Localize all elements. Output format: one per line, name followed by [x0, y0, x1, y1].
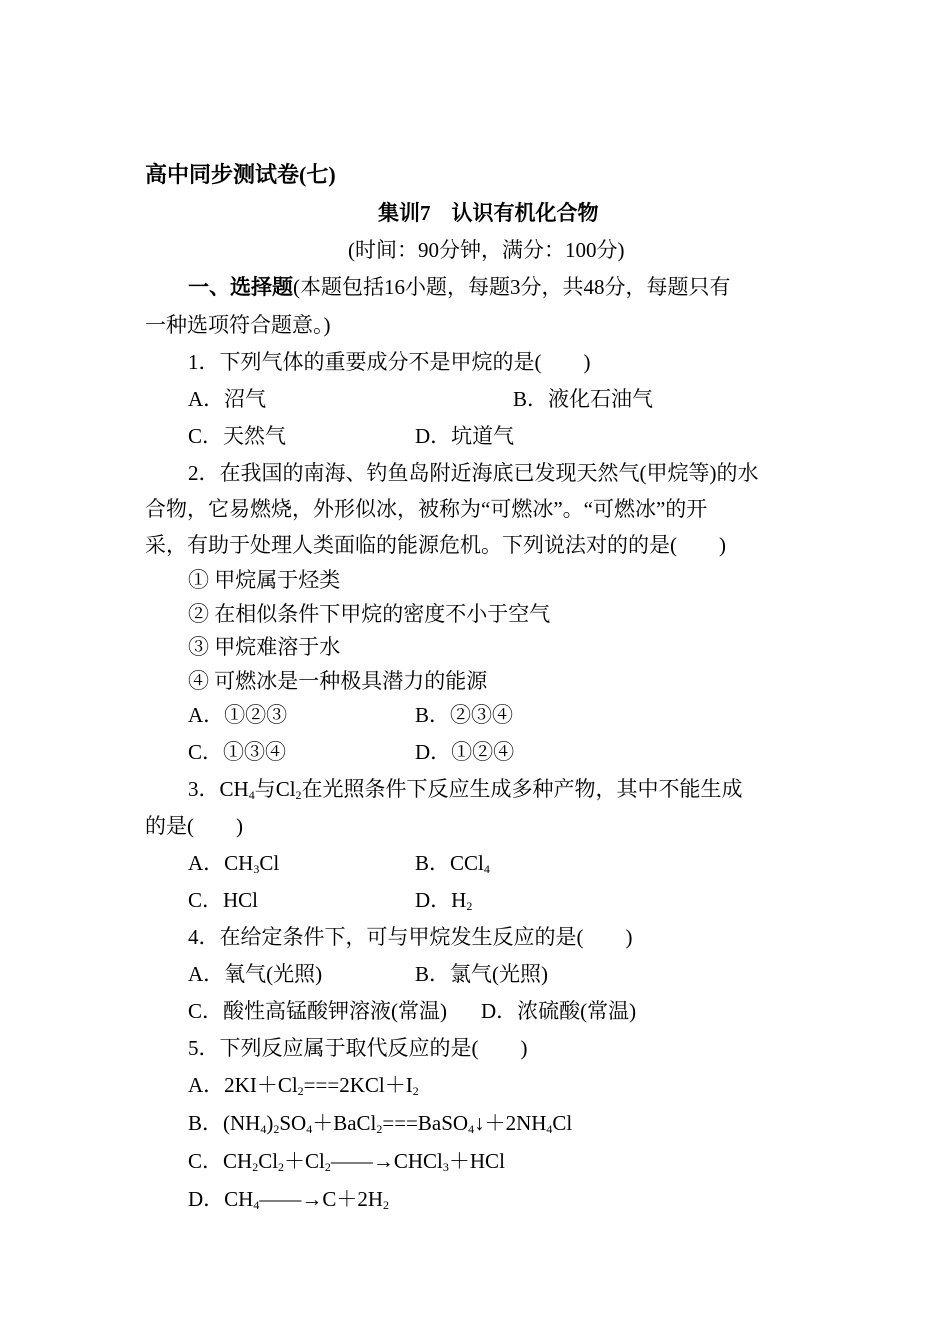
question-text: 与: [254, 777, 276, 801]
subscript: 2: [376, 1122, 383, 1136]
equation-text: ===2KCl＋I: [303, 1073, 413, 1097]
question-2-option-b: B．②③④: [415, 703, 514, 727]
equation-text: B．(NH: [188, 1111, 261, 1135]
equation-text: ＋Cl: [284, 1149, 325, 1173]
question-4-option-a: A．氧气(光照): [188, 962, 323, 986]
question-1-option-d: D．坑道气: [415, 424, 515, 448]
question-4-option-b: B．氯气(光照): [415, 962, 548, 986]
question-5-option-d: [188, 1185, 389, 1213]
subscript: 2: [412, 1084, 419, 1098]
subscript: 2: [295, 788, 302, 802]
section-heading-line: [188, 273, 731, 301]
subscript: 4: [260, 1122, 267, 1136]
formula-text: Cl: [275, 777, 296, 801]
question-2-option-c: C．①③④: [188, 740, 287, 764]
question-3-stem-line1: [188, 775, 743, 803]
question-5-option-c: [188, 1147, 505, 1175]
question-5-option-a: [188, 1071, 419, 1099]
subscript: 2: [252, 1160, 259, 1174]
question-2-statement-2: ② 在相似条件下甲烷的密度不小于空气: [188, 602, 551, 626]
question-1-option-b: B．液化石油气: [513, 387, 654, 411]
formula-text: B．CCl: [415, 851, 484, 875]
formula-text: D．H: [415, 888, 467, 912]
equation-text: D．CH: [188, 1187, 254, 1211]
time-info: (时间：90分钟，满分：100分): [348, 238, 625, 262]
equation-text: CHCl: [393, 1149, 443, 1173]
subscript: 4: [253, 1198, 260, 1212]
subscript: 2: [466, 899, 473, 913]
equation-text: Cl: [552, 1111, 573, 1135]
question-text: 在光照条件下反应生成多种产物，其中不能生成: [301, 777, 743, 801]
formula-text: A．CH: [188, 851, 254, 875]
question-3-option-d: [415, 886, 472, 914]
question-4-option-c: C．酸性高锰酸钾溶液(常温): [188, 999, 447, 1023]
equation-text: C．CH: [188, 1149, 253, 1173]
subscript: 2: [383, 1198, 390, 1212]
question-number: 3．: [188, 777, 220, 801]
exam-subtitle: 集训7 认识有机化合物: [378, 201, 599, 225]
question-3-option-b: [415, 849, 490, 877]
subscript: 4: [248, 788, 255, 802]
equation-text: SO: [279, 1111, 307, 1135]
subscript: 2: [297, 1084, 304, 1098]
subscript: 4: [546, 1122, 553, 1136]
question-3-option-a: [188, 849, 279, 877]
question-4-option-d: D．浓硫酸(常温): [481, 999, 637, 1023]
question-5-stem: 5．下列反应属于取代反应的是( ): [188, 1036, 528, 1060]
formula-text: Cl: [259, 851, 280, 875]
equation-text: Cl: [258, 1149, 279, 1173]
equation-text: ＋BaCl: [312, 1111, 377, 1135]
question-2-option-a: A．①②③: [188, 703, 288, 727]
subscript: 3: [442, 1160, 449, 1174]
subscript: 4: [306, 1122, 313, 1136]
section-description-cont: 一种选项符合题意。): [145, 313, 331, 337]
reaction-arrow: ——→: [330, 1149, 394, 1173]
question-2-statement-1: ① 甲烷属于烃类: [188, 568, 341, 592]
question-3-option-c: C．HCl: [188, 888, 259, 912]
subscript: 4: [468, 1122, 475, 1136]
formula-text: CH: [219, 777, 249, 801]
equation-text: ===BaSO: [382, 1111, 469, 1135]
question-1-option-a: A．沼气: [188, 387, 267, 411]
question-2-option-d: D．①②④: [415, 740, 515, 764]
question-2-statement-3: ③ 甲烷难溶于水: [188, 635, 341, 659]
question-3-stem-line2: 的是( ): [145, 814, 243, 838]
subscript: 2: [324, 1160, 331, 1174]
equation-text: ＋HCl: [448, 1149, 505, 1173]
equation-text: C＋2H: [322, 1187, 384, 1211]
subscript: 3: [253, 862, 260, 876]
subscript: 2: [278, 1160, 285, 1174]
equation-text: ↓＋2NH: [474, 1111, 547, 1135]
subscript: 2: [273, 1122, 280, 1136]
exam-title: 高中同步测试卷(七): [145, 162, 336, 187]
equation-text: ): [266, 1111, 274, 1135]
question-2-stem-line2: 合物，它易燃烧，外形似冰，被称为“可燃冰”。“可燃冰”的开: [145, 497, 708, 521]
section-heading: 一、选择题: [188, 275, 293, 299]
equation-text: A．2KI＋Cl: [188, 1073, 298, 1097]
question-1-option-c: C．天然气: [188, 424, 287, 448]
section-description: (本题包括16小题，每题3分，共48分，每题只有: [293, 275, 731, 299]
question-2-statement-4: ④ 可燃冰是一种极具潜力的能源: [188, 669, 488, 693]
question-2-stem-line1: 2．在我国的南海、钓鱼岛附近海底已发现天然气(甲烷等)的水: [188, 461, 759, 485]
question-1-stem: 1．下列气体的重要成分不是甲烷的是( ): [188, 350, 591, 374]
question-5-option-b: [188, 1109, 572, 1137]
question-2-stem-line3: 采，有助于处理人类面临的能源危机。下列说法对的的是( ): [145, 533, 726, 557]
reaction-arrow: ——→: [259, 1187, 323, 1211]
question-4-stem: 4．在给定条件下，可与甲烷发生反应的是( ): [188, 925, 633, 949]
subscript: 4: [483, 862, 490, 876]
